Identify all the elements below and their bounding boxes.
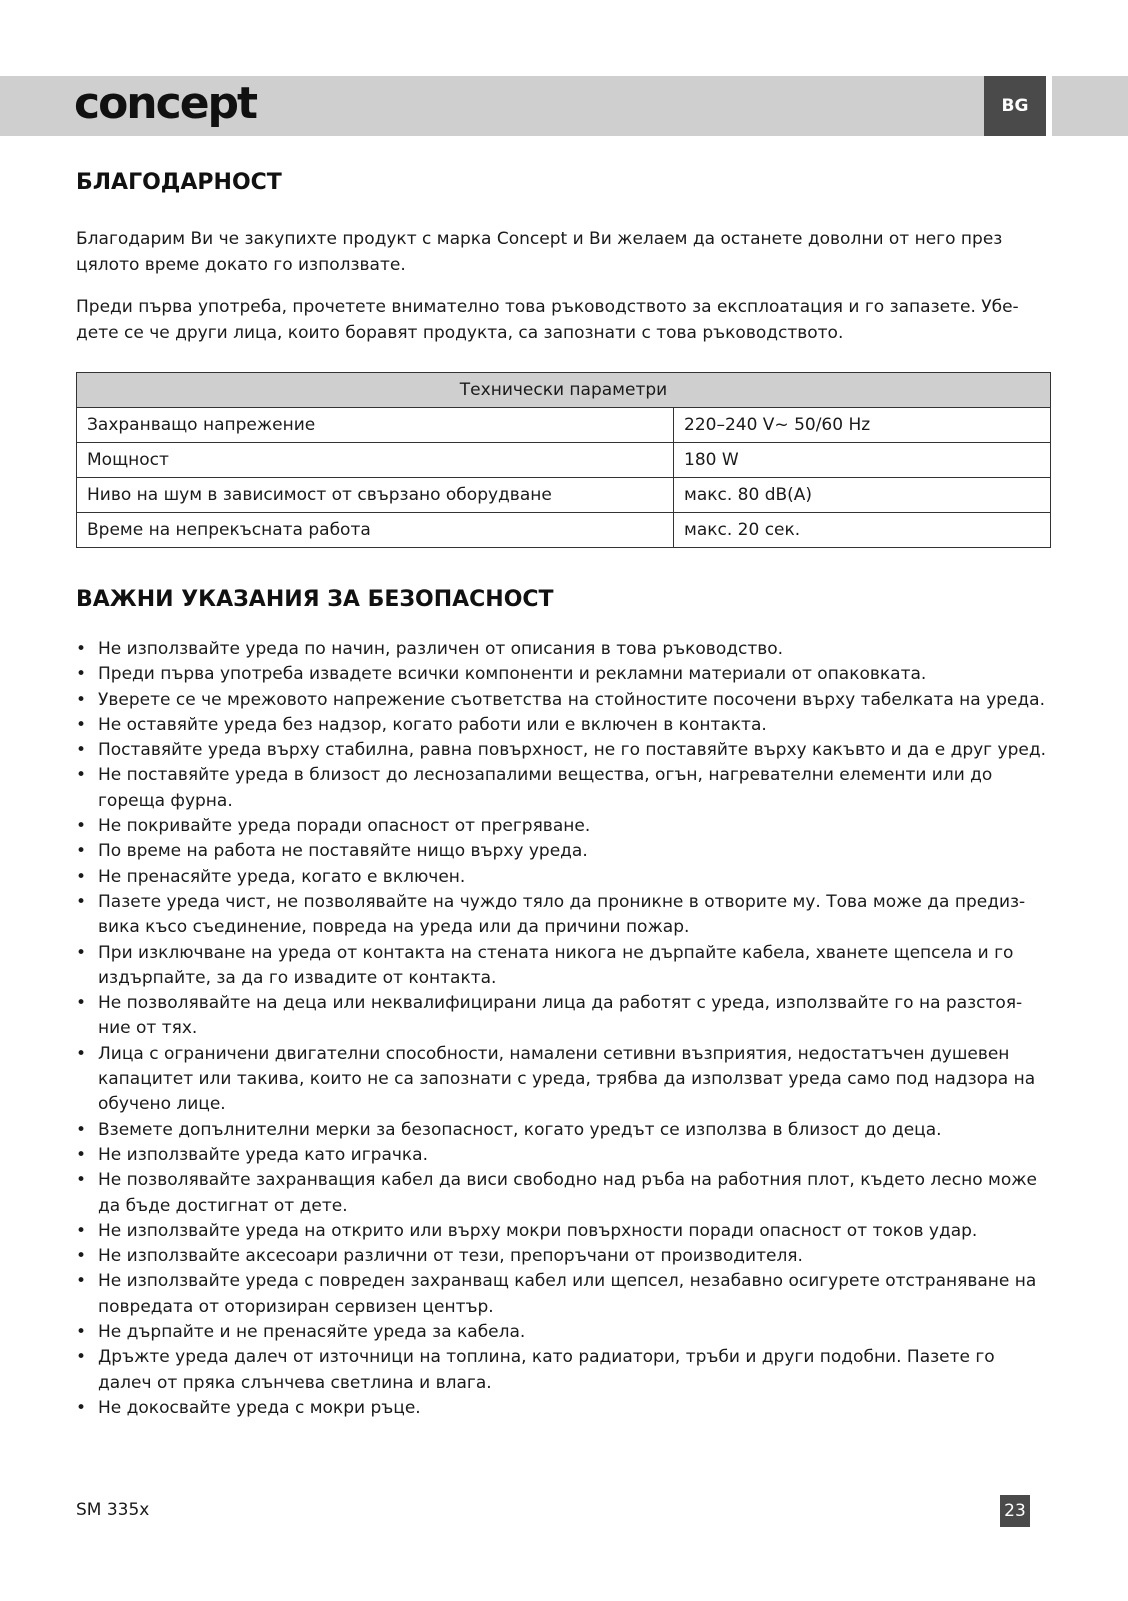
brand-logo: concept — [74, 78, 257, 129]
list-item: • Не използвайте уреда като играчка. — [76, 1143, 1051, 1168]
intro-paragraph: Благодарим Ви че закупихте продукт с марка Concept и Ви желаем да останете доволни от него през цялото време докато го използвате. — [76, 229, 1003, 275]
table-row — [77, 513, 1051, 548]
table-header: Технически параметри — [77, 373, 1051, 408]
list-item: • При изключване на уреда от контакта на стената никога не дърпайте кабела, хванете щепсела и го издърпайте, за да го извадите от контакта. — [76, 941, 1051, 992]
table-row — [77, 443, 1051, 478]
technical-parameters-table — [76, 372, 1051, 548]
table-row — [77, 408, 1051, 443]
list-item: • Не оставяйте уреда без надзор, когато работи или е включен в контакта. — [76, 713, 1051, 738]
param-label: Мощност — [77, 443, 674, 478]
param-label: Ниво на шум в зависимост от свързано оборудване — [77, 478, 674, 513]
language-badge: BG — [984, 76, 1046, 136]
list-item: • Пазете уреда чист, не позволявайте на чуждо тяло да проникне в отворите му. Това може да предиз-вика късо съединение, повреда на уреда или да причини пожар. — [76, 890, 1051, 941]
list-item: • Не пренасяйте уреда, когато е включен. — [76, 865, 1051, 890]
list-item: • Уверете се че мрежовото напрежение съответства на стойностите посочени върху табелката на уреда. — [76, 688, 1051, 713]
section-title-thanks: БЛАГОДАРНОСТ — [76, 170, 282, 195]
table-row — [77, 478, 1051, 513]
param-label: Захранващо напрежение — [77, 408, 674, 443]
list-item: • Поставяйте уреда върху стабилна, равна повърхност, не го поставяйте върху какъвто и да е друг уред. — [76, 738, 1051, 763]
safety-instructions-list — [76, 637, 1051, 1421]
list-item: • Вземете допълнителни мерки за безопасност, когато уредът се използва в близост до деца. — [76, 1118, 1051, 1143]
list-item: • Преди първа употреба извадете всички компоненти и рекламни материали от опаковката. — [76, 662, 1051, 687]
param-value: 220–240 V~ 50/60 Hz — [674, 408, 1051, 443]
list-item: • Не дърпайте и не пренасяйте уреда за кабела. — [76, 1320, 1051, 1345]
list-item: • Не позволявайте захранващия кабел да виси свободно над ръба на работния плот, където лесно може да бъде достигнат от дете. — [76, 1168, 1051, 1219]
footer-model-number: SM 335x — [76, 1500, 150, 1520]
list-item: • Не поставяйте уреда в близост до леснозапалими вещества, огън, нагревателни елементи или до гореща фурна. — [76, 763, 1051, 814]
list-item: • Не докосвайте уреда с мокри ръце. — [76, 1396, 1051, 1421]
list-item: • Не използвайте аксесоари различни от тези, препоръчани от производителя. — [76, 1244, 1051, 1269]
list-item: • Не покривайте уреда поради опасност от прегряване. — [76, 814, 1051, 839]
list-item: • Не позволявайте на деца или неквалифицирани лица да работят с уреда, използвайте го на разстоя-ние от тях. — [76, 991, 1051, 1042]
instructions-paragraph: Преди първа употреба, прочетете внимателно това ръководството за експлоатация и го запазете. Убе-дете се че други лица, които боравят продукта, са запознати с това ръководството. — [76, 297, 1019, 343]
param-value: макс. 20 сек. — [674, 513, 1051, 548]
list-item: • Не използвайте уреда на открито или върху мокри повърхности поради опасност от токов удар. — [76, 1219, 1051, 1244]
param-value: макс. 80 dB(A) — [674, 478, 1051, 513]
page-number: 23 — [1000, 1495, 1030, 1527]
list-item: • Не използвайте уреда с повреден захранващ кабел или щепсел, незабавно осигурете отстраняване на повредата от оторизиран сервизен център. — [76, 1269, 1051, 1320]
param-label: Време на непрекъсната работа — [77, 513, 674, 548]
section-title-safety: ВАЖНИ УКАЗАНИЯ ЗА БЕЗОПАСНОСТ — [76, 587, 554, 612]
list-item: • Дръжте уреда далеч от източници на топлина, като радиатори, тръби и други подобни. Пазете го далеч от пряка слънчева светлина и влага. — [76, 1345, 1051, 1396]
header-divider — [1046, 76, 1052, 136]
list-item: • По време на работа не поставяйте нищо върху уреда. — [76, 839, 1051, 864]
table-header-row — [77, 373, 1051, 408]
list-item: • Лица с ограничени двигателни способности, намалени сетивни възприятия, недостатъчен душевен капацитет или такива, които не са запознати с уреда, трябва да използват уреда само под надзора на обучено лице. — [76, 1042, 1051, 1118]
list-item: • Не използвайте уреда по начин, различен от описания в това ръководство. — [76, 637, 1051, 662]
param-value: 180 W — [674, 443, 1051, 478]
